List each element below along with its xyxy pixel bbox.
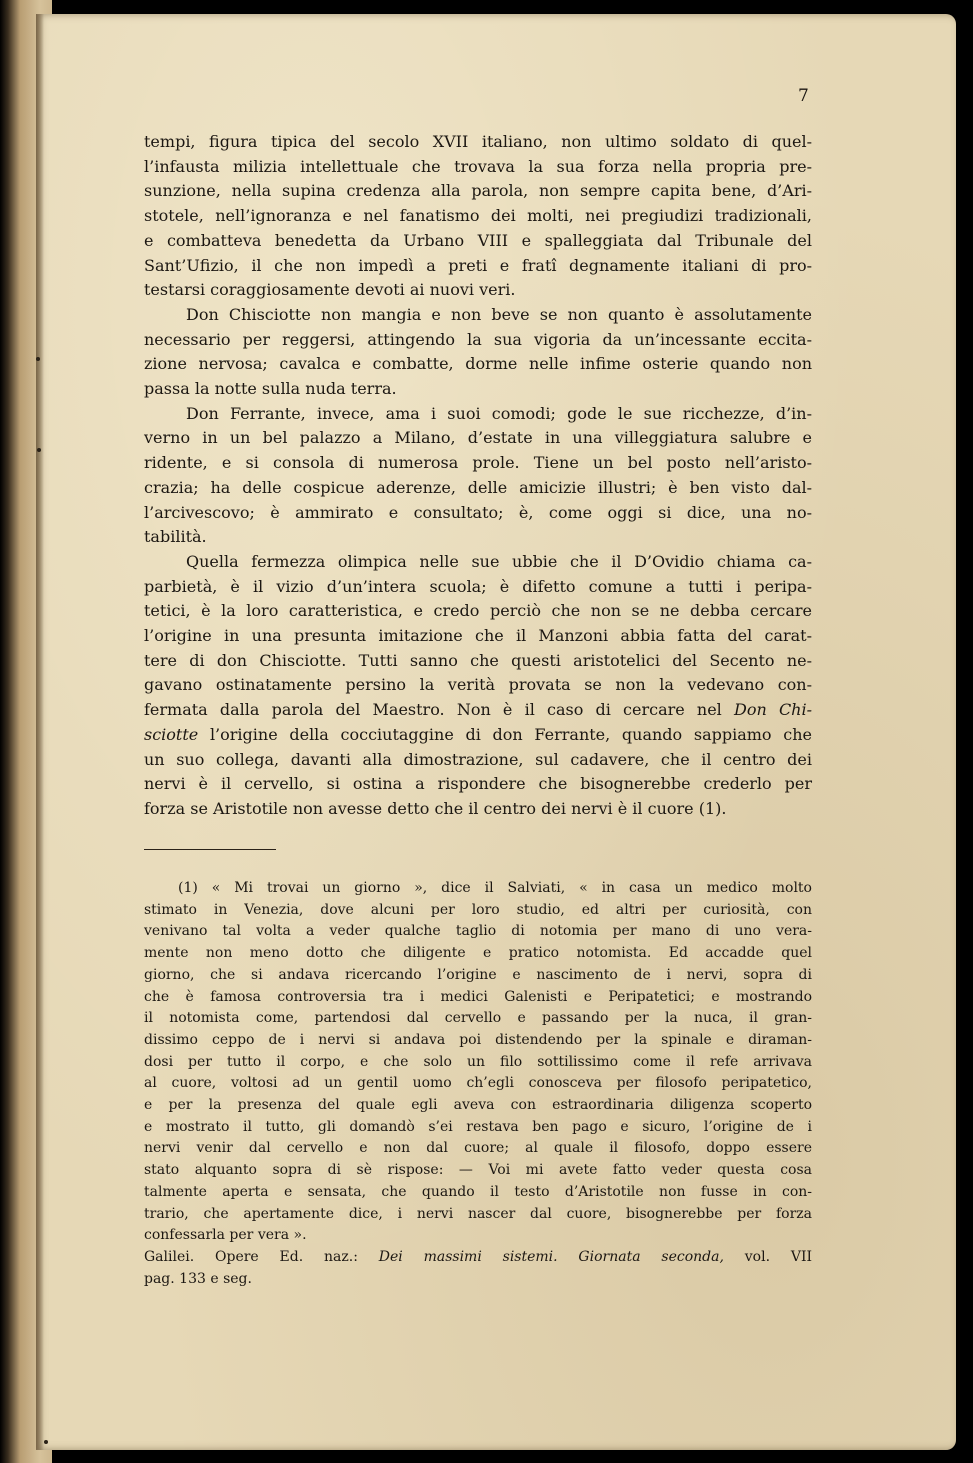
text-line: stotele, nell’ignoranza e nel fanatismo dei molti, nei pregiudizi tradizionali, — [144, 206, 812, 226]
citation-page: pag. 133 e seg. — [144, 1270, 252, 1287]
footnote-line: stimato in Venezia, dove alcuni per loro studio, ed altri per curiosità, con — [144, 901, 812, 918]
text-line: Quella fermezza olimpica nelle sue ubbie che il D’Ovidio chiama ca- — [186, 551, 812, 571]
footnote-line: (1) « Mi trovai un giorno », dice il Salviati, « in casa un medico molto — [178, 880, 812, 896]
text-line: gavano ostinatamente persino la verità provata se non la vedevano con- — [144, 675, 812, 695]
footnote-line: nervi venir dal cervello e non dal cuore; al quale il filosofo, doppo essere — [144, 1140, 812, 1157]
text-line: un suo collega, davanti alla dimostrazione, sul cadavere, che il centro dei — [144, 749, 812, 769]
text-line: e combatteva benedetta da Urbano VIII e spalleggiata dal Tribunale del — [144, 230, 812, 250]
citation-source: Galilei. Opere Ed. naz.: — [144, 1248, 358, 1265]
footnote-line: e mostrato il tutto, gli domandò s’ei restava ben pago e sicuro, l’origine de i — [144, 1118, 812, 1135]
footnote-line: giorno, che si andava ricercando l’origine e nascimento de i nervi, sopra di — [144, 966, 812, 983]
citation-volume: vol. VII — [744, 1248, 813, 1265]
footnote-line: stato alquanto sopra di sè rispose: — Voi mi avete fatto veder questa cosa — [144, 1162, 812, 1179]
text-line: verno in un bel palazzo a Milano, d’estate in una villeggiatura salubre e — [144, 428, 812, 448]
footnote-separator — [144, 849, 276, 850]
text-line: Don Chisciotte non mangia e non beve se non quanto è assolutamente — [186, 304, 812, 324]
text-line: l’origine in una presunta imitazione che il Manzoni abbia fatta del carat- — [144, 626, 812, 646]
text-line: l’arcivescovo; è ammirato e consultato; è, come oggi si dice, una no- — [144, 502, 812, 522]
text-line: necessario per reggersi, attingendo la sua vigoria da un’incessante eccita- — [144, 329, 812, 349]
footnote-line: venivano tal volta a veder qualche taglio di notomia per mano di uno vera- — [144, 923, 812, 940]
binding-gutter — [36, 14, 44, 1450]
text-line-with-italic — [144, 698, 812, 723]
footnote-line: confessarla per vera ». — [144, 1227, 307, 1244]
text-line: l’infausta milizia intellettuale che trovava la sua forza nella propria pre- — [144, 156, 812, 176]
text-line: tabilità. — [144, 527, 207, 547]
text-line: passa la notte sulla nuda terra. — [144, 379, 397, 399]
footnote-line: talmente aperta e sensata, che quando il testo d’Aristotile non fusse in con- — [144, 1183, 812, 1200]
citation-title: Dei massimi sistemi. Giornata seconda, — [378, 1248, 724, 1265]
text-line: parbietà, è il vizio d’un’intera scuola; è difetto comune a tutti i peripa- — [144, 576, 812, 596]
paper-speck — [37, 448, 41, 452]
text-line: sunzione, nella supina credenza alla parola, non sempre capita bene, d’Ari- — [144, 181, 812, 201]
footnote-line: dosi per tutto il corpo, e che solo un filo sottilissimo come il refe arrivava — [144, 1053, 812, 1070]
footnote — [144, 878, 812, 1290]
footnote-line: dissimo ceppo de i nervi si andava poi distendendo per la spinale e diraman- — [144, 1031, 812, 1048]
text-line: ridente, e si consola di numerosa prole. Tiene un bel posto nell’aristo- — [144, 453, 812, 473]
text-line: tempi, figura tipica del secolo XVII italiano, non ultimo soldato di quel- — [144, 132, 812, 151]
footnote-line: al cuore, voltosi ad un gentil uomo ch’egli conosceva per filosofo peripatetico, — [144, 1075, 812, 1092]
text-line: tere di don Chisciotte. Tutti sanno che questi aristotelici del Secento ne- — [144, 650, 812, 670]
text-segment: l’origine della cocciutaggine di don Ferrante, quando sappiamo che — [209, 724, 812, 744]
text-line-with-italic — [144, 723, 812, 748]
paper-speck — [36, 357, 40, 361]
text-line: Sant’Ufizio, il che non impedì a preti e fratî degnamente italiani di pro- — [144, 255, 812, 275]
paper-speck — [44, 1440, 48, 1444]
page-number: 7 — [798, 86, 809, 106]
italic-title: Don Chi- — [734, 700, 813, 720]
footnote-line: e per la presenza del quale egli aveva con estraordinaria diligenza scoperto — [144, 1097, 812, 1114]
text-line: crazia; ha delle cospicue aderenze, delle amicizie illustri; è ben visto dal- — [144, 477, 812, 497]
footnote-line: trario, che apertamente dice, i nervi nascer dal cuore, bisognerebbe per forza — [144, 1205, 812, 1222]
text-line: testarsi coraggiosamente devoti ai nuovi veri. — [144, 280, 516, 300]
text-line: forza se Aristotile non avesse detto che il centro dei nervi è il cuore (1). — [144, 798, 727, 818]
main-text — [144, 130, 812, 822]
footnote-line: che è famosa controversia tra i medici Galenisti e Peripatetici; e mostrando — [144, 988, 812, 1005]
text-line: nervi è il cervello, si ostina a rispondere che bisognerebbe crederlo per — [144, 774, 812, 794]
footnote-line: mente non meno dotto che diligente e pratico notomista. Ed accadde quel — [144, 945, 812, 962]
text-line: zione nervosa; cavalca e combatte, dorme nelle infime osterie quando non — [144, 354, 812, 374]
text-line: Don Ferrante, invece, ama i suoi comodi; gode le sue ricchezze, d’in- — [186, 403, 812, 423]
text-segment: fermata dalla parola del Maestro. Non è il caso di cercare nel — [144, 700, 722, 720]
text-line: tetici, è la loro caratteristica, e credo perciò che non se ne debba cercare — [144, 601, 812, 621]
italic-title: sciotte — [144, 724, 199, 744]
footnote-line: il notomista come, partendosi dal cervello e passando per la nuca, il gran- — [144, 1010, 812, 1027]
citation-line — [144, 1247, 812, 1269]
